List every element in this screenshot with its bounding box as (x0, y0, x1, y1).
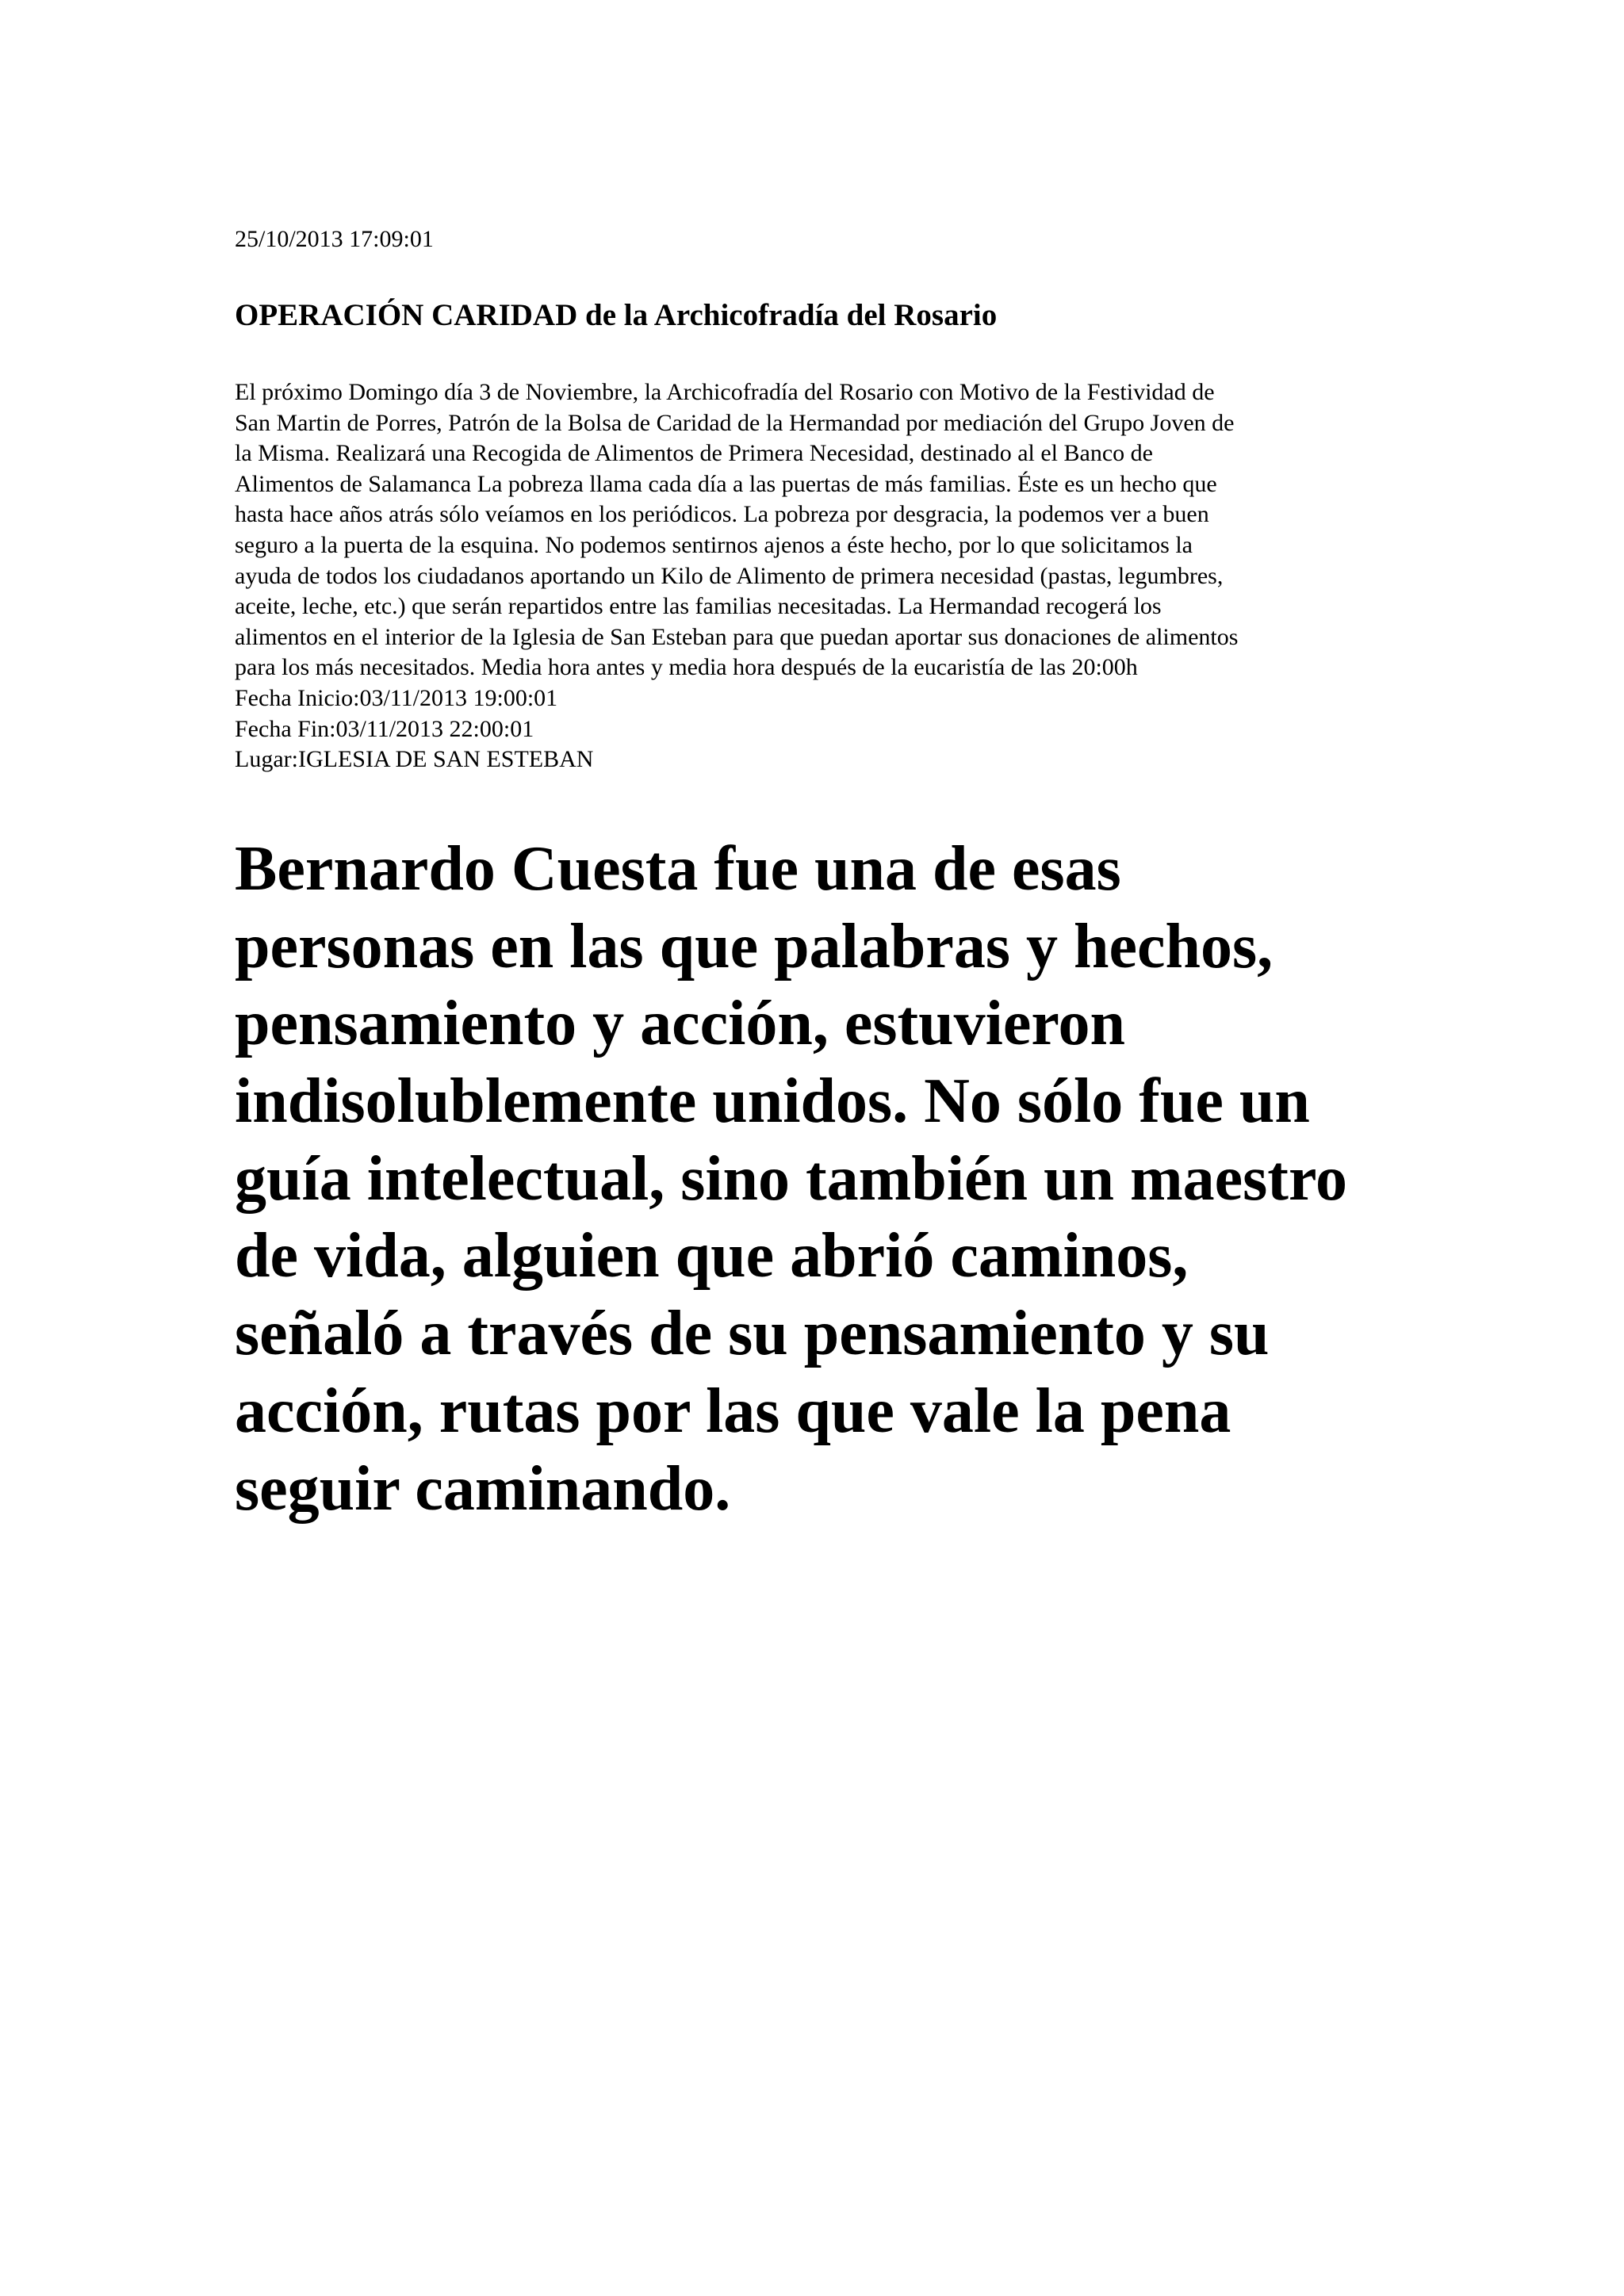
description-line: ayuda de todos los ciudadanos aportando un Kilo de Alimento de primera necesidad (pastas, legumbres, (235, 562, 1224, 589)
document-page (235, 0, 1400, 2296)
quote-line: seguir caminando. (235, 1453, 731, 1524)
description-line: seguro a la puerta de la esquina. No podemos sentirnos ajenos a éste hecho, por lo que solicitamos la (235, 531, 1193, 558)
quote-line: Bernardo Cuesta fue una de esas (235, 834, 1121, 904)
description-line: alimentos en el interior de la Iglesia de San Esteban para que puedan aportar sus donaciones de alimentos (235, 623, 1239, 650)
quote-line: guía intelectual, sino también un maestro (235, 1143, 1348, 1214)
event-place: Lugar:IGLESIA DE SAN ESTEBAN (235, 746, 594, 773)
quote-line: acción, rutas por las que vale la pena (235, 1376, 1231, 1446)
description-line: para los más necesitados. Media hora antes y media hora después de la eucaristía de las 20:00h (235, 654, 1138, 681)
description-line: la Misma. Realizará una Recogida de Alimentos de Primera Necesidad, destinado al el Banco de (235, 440, 1153, 467)
quote-line: indisolublemente unidos. No sólo fue un (235, 1066, 1310, 1137)
page-title: OPERACIÓN CARIDAD de la Archicofradía del Rosario (235, 298, 998, 332)
end-date: Fecha Fin:03/11/2013 22:00:01 (235, 715, 534, 742)
description-line: El próximo Domingo día 3 de Noviembre, la Archicofradía del Rosario con Motivo de la Festividad de (235, 379, 1215, 405)
timestamp: 25/10/2013 17:09:01 (235, 226, 434, 252)
event-description (235, 377, 1400, 775)
description-line: San Martin de Porres, Patrón de la Bolsa de Caridad de la Hermandad por mediación del Grupo Joven de (235, 409, 1235, 436)
description-line: aceite, leche, etc.) que serán repartidos entre las familias necesitadas. La Hermandad recogerá los (235, 593, 1162, 620)
start-date: Fecha Inicio:03/11/2013 19:00:01 (235, 684, 558, 711)
description-line: hasta hace años atrás sólo veíamos en los periódicos. La pobreza por desgracia, la podemos ver a buen (235, 501, 1209, 528)
quote-block (235, 831, 1400, 1528)
quote-line: personas en las que palabras y hechos, (235, 911, 1274, 982)
quote-line: señaló a través de su pensamiento y su (235, 1299, 1270, 1369)
quote-line: pensamiento y acción, estuvieron (235, 989, 1125, 1059)
quote-line: de vida, alguien que abrió caminos, (235, 1221, 1189, 1292)
description-line: Alimentos de Salamanca La pobreza llama cada día a las puertas de más familias. Éste es un hecho que (235, 470, 1217, 497)
